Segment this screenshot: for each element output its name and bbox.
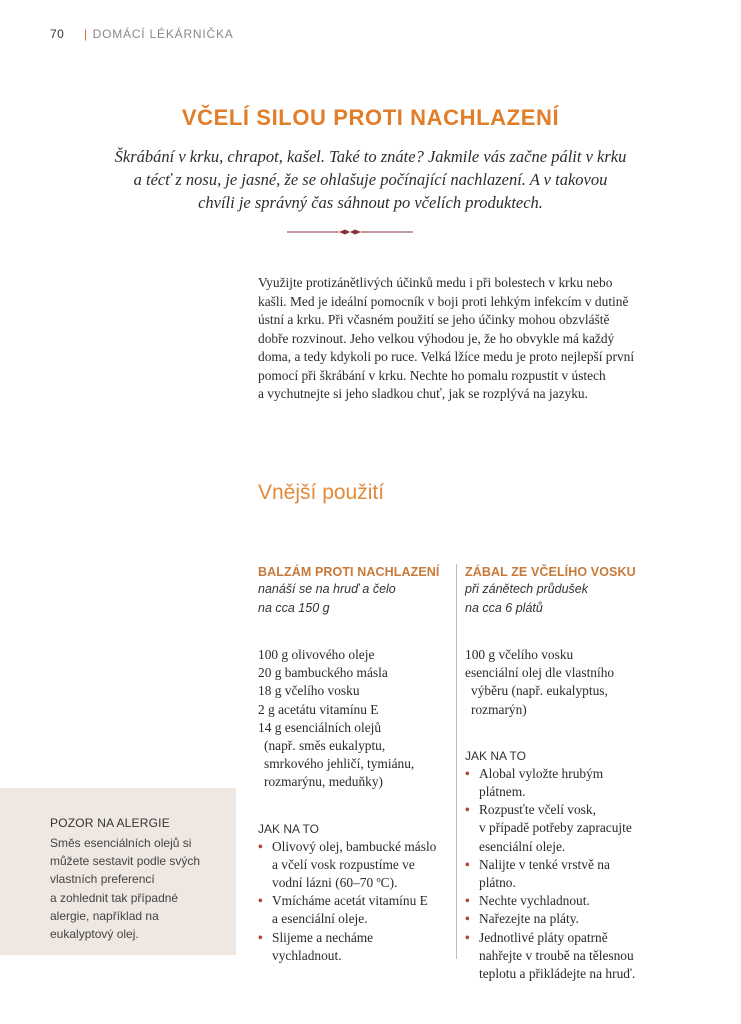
allergy-line: alergie, například na — [50, 908, 159, 923]
method-step — [258, 838, 448, 893]
header-separator: | — [84, 27, 88, 41]
body-line: kašli. Med je ideální pomocník v boji proti lehkým infekcím v dutině — [258, 293, 629, 309]
method-step — [465, 801, 675, 856]
step-line: a včelí vosk rozpustíme ve — [272, 856, 415, 872]
step-line: • Slijeme a necháme — [272, 929, 374, 945]
page-title: VČELÍ SILOU PROTI NACHLAZENÍ — [181, 105, 560, 130]
recipe-wax-wrap — [456, 564, 675, 982]
body-paragraph — [258, 274, 658, 404]
ingredient: 18 g včelího vosku — [258, 683, 360, 699]
method-step — [258, 929, 448, 965]
allergy-line: a zohlednit tak případné — [50, 890, 179, 905]
step-line: teplotu a přikládejte na hruď. — [479, 966, 636, 982]
ingredient: výběru (např. eukalyptus, — [471, 683, 608, 699]
step-line: esenciální oleje. — [479, 838, 566, 854]
ingredient: 2 g acetátu vitamínu E — [258, 701, 379, 717]
step-line: • Jednotlivé pláty opatrně — [479, 929, 608, 945]
allergy-line: vlastních preferencí — [50, 872, 155, 887]
section-name: DOMÁCÍ LÉKÁRNIČKA — [92, 27, 234, 41]
page-number: 70 — [50, 27, 65, 41]
body-line: dobře rozvinout. Jeho velkou výhodou je, že ho obvykle má každý — [258, 330, 615, 346]
section-subheading: Vnější použití — [258, 481, 385, 504]
step-line: v případě potřeby zapracujte — [479, 820, 632, 836]
allergy-line: eukalyptový olej. — [50, 927, 139, 942]
ingredient: 100 g olivového oleje — [258, 647, 375, 662]
intro-line: Škrábání v krku, chrapot, kašel. Také to znáte? Jakmile vás začne pálit v krku — [114, 147, 627, 166]
step-line: • Rozpusťte včelí vosk, — [479, 802, 596, 818]
step-line: • Olivový olej, bambucké máslo — [272, 838, 437, 854]
recipe-amount: na cca 150 g — [258, 601, 330, 615]
intro-paragraph — [60, 145, 681, 214]
running-header — [50, 27, 234, 41]
body-line: ústní a krku. Při včasném použití se jeho účinky mohou obzvláště — [258, 312, 610, 327]
method-steps — [258, 838, 448, 965]
ingredient-list — [465, 646, 675, 719]
step-line: • Nalijte v tenké vrstvě na — [479, 856, 610, 872]
method-steps — [465, 765, 675, 983]
body-line: doma, a tedy kdykoli po ruce. Velká lžíce medu je proto nejlepší první — [258, 349, 635, 364]
step-line: • Nařezejte na pláty. — [479, 911, 579, 927]
method-step — [465, 929, 675, 984]
ornament-divider — [285, 226, 415, 238]
intro-line: chvíli je správný čas sáhnout po včelích produktech. — [198, 193, 543, 212]
recipe-amount: na cca 6 plátů — [465, 601, 543, 615]
ingredient: 20 g bambuckého másla — [258, 665, 388, 681]
intro-line: a técť z nosu, je jasné, že se ohlašuje počínající nachlazení. A v takovou — [133, 170, 608, 189]
method-step — [465, 856, 675, 892]
allergy-line: Směs esenciálních olejů si — [50, 836, 192, 850]
method-label: JAK NA TO — [465, 748, 526, 763]
body-line: Využijte protizánětlivých účinků medu i při bolestech v krku nebo — [258, 275, 613, 290]
step-line: nahřejte v troubě na tělesnou — [479, 947, 634, 963]
method-step — [465, 765, 675, 801]
ingredient: 100 g včelího vosku — [465, 647, 574, 662]
allergy-text — [50, 834, 230, 943]
method-label: JAK NA TO — [258, 821, 319, 836]
step-line: plátnem. — [479, 784, 526, 800]
allergy-line: můžete sestavit podle svých — [50, 854, 201, 869]
recipe-usage: při zánětech průdušek — [465, 582, 588, 596]
ingredient-list — [258, 646, 448, 792]
step-line: • Nechte vychladnout. — [479, 893, 590, 909]
recipe-title: ZÁBAL ZE VČELÍHO VOSKU — [465, 565, 636, 579]
ingredient: (např. směs eukalyptu, — [264, 738, 386, 754]
step-line: plátno. — [479, 875, 516, 891]
allergy-title: POZOR NA ALERGIE — [50, 816, 170, 830]
method-step — [258, 892, 448, 928]
body-line: a vychutnejte si jeho sladkou chuť, jak se rozplývá na jazyku. — [258, 386, 588, 401]
recipe-title: BALZÁM PROTI NACHLAZENÍ — [258, 565, 440, 579]
step-line: • Alobal vyložte hrubým — [479, 765, 604, 781]
method-step — [465, 892, 675, 910]
step-line: vodní lázni (60–70 ºC). — [272, 875, 398, 891]
ingredient: rozmarýn) — [471, 701, 527, 717]
ingredient: 14 g esenciálních olejů — [258, 719, 382, 735]
step-line: vychladnout. — [272, 947, 342, 963]
step-line: a esenciální oleje. — [272, 911, 368, 927]
ingredient: esenciální olej dle vlastního — [465, 665, 615, 681]
ingredient: rozmarýnu, meduňky) — [264, 774, 383, 790]
ingredient: smrkového jehličí, tymiánu, — [264, 756, 415, 772]
allergy-note-box — [0, 788, 236, 955]
body-line: pomocí při škrábání v krku. Nechte ho pomalu rozpustit v ústech — [258, 367, 606, 383]
recipe-usage: nanáší se na hruď a čelo — [258, 582, 396, 596]
method-step — [465, 910, 675, 928]
recipe-balm — [258, 564, 448, 965]
step-line: • Vmícháme acetát vitamínu E — [272, 893, 428, 909]
